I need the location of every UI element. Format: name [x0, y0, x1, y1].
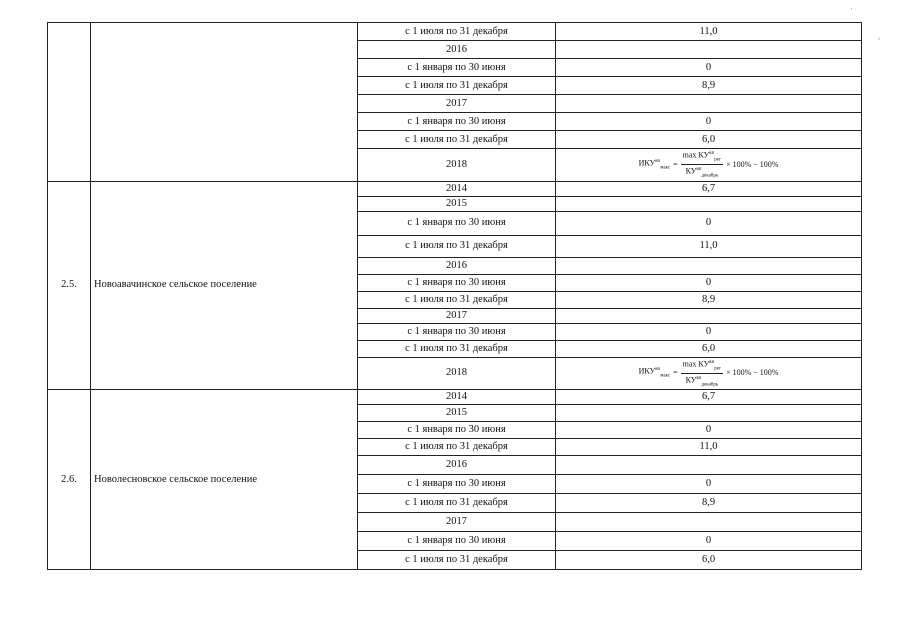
- formula-tail: × 100% − 100%: [726, 159, 779, 169]
- period-cell: 2017: [358, 308, 556, 323]
- value-cell: [556, 357, 862, 390]
- table-row: [48, 23, 862, 41]
- value-cell: [556, 456, 862, 475]
- section-number: 2.6.: [48, 390, 91, 570]
- period-cell: 2018: [358, 357, 556, 390]
- value-cell: 8,9: [556, 291, 862, 308]
- value-cell: 6,0: [556, 551, 862, 570]
- period-cell: с 1 января по 30 июня: [358, 323, 556, 340]
- period-cell: с 1 июля по 31 декабря: [358, 291, 556, 308]
- period-cell: с 1 января по 30 июня: [358, 113, 556, 131]
- value-cell: 6,7: [556, 390, 862, 405]
- formula-fraction: $\frac{\max КУ^{вп}_{рег}}{КУ^{вп}_{декабрь}}$: [682, 150, 722, 179]
- tariff-table-body: [48, 23, 862, 570]
- section-name: Новолесновское сельское поселение: [91, 390, 358, 570]
- period-cell: 2016: [358, 456, 556, 475]
- period-cell: с 1 января по 30 июня: [358, 211, 556, 235]
- value-cell: [556, 196, 862, 211]
- table-row: [48, 181, 862, 196]
- value-cell: 11,0: [556, 235, 862, 257]
- period-cell: 2017: [358, 95, 556, 113]
- formula-eq: =: [673, 368, 678, 378]
- scan-speck: ': [851, 8, 853, 14]
- scan-speck: ›: [878, 36, 880, 42]
- value-cell: [556, 95, 862, 113]
- period-cell: 2015: [358, 405, 556, 422]
- period-cell: с 1 января по 30 июня: [358, 274, 556, 291]
- value-cell: 11,0: [556, 439, 862, 456]
- period-cell: с 1 июля по 31 декабря: [358, 494, 556, 513]
- value-cell: [556, 41, 862, 59]
- value-cell: 0: [556, 323, 862, 340]
- section-number: [48, 23, 91, 182]
- value-cell: 8,9: [556, 494, 862, 513]
- value-cell: [556, 308, 862, 323]
- formula-eq: =: [673, 159, 678, 169]
- value-cell: 0: [556, 274, 862, 291]
- period-cell: с 1 июля по 31 декабря: [358, 235, 556, 257]
- value-cell: 6,7: [556, 181, 862, 196]
- value-cell: 6,0: [556, 340, 862, 357]
- value-cell: 0: [556, 532, 862, 551]
- period-cell: 2017: [358, 513, 556, 532]
- period-cell: с 1 января по 30 июня: [358, 532, 556, 551]
- value-cell: [556, 405, 862, 422]
- value-cell: [556, 257, 862, 274]
- tariff-table: [47, 22, 862, 570]
- value-cell: 0: [556, 211, 862, 235]
- formula-lhs: $ИКУ^{вп}_{макс}$: [638, 366, 671, 379]
- period-cell: 2014: [358, 390, 556, 405]
- formula-lhs: $ИКУ^{вп}_{макс}$: [638, 158, 671, 170]
- formula: [639, 149, 779, 181]
- period-cell: с 1 января по 30 июня: [358, 422, 556, 439]
- period-cell: 2014: [358, 181, 556, 196]
- period-cell: 2015: [358, 196, 556, 211]
- period-cell: с 1 июля по 31 декабря: [358, 23, 556, 41]
- section-number: 2.5.: [48, 181, 91, 390]
- period-cell: с 1 июля по 31 декабря: [358, 77, 556, 95]
- formula-tail: × 100% − 100%: [726, 368, 779, 378]
- section-name: [91, 23, 358, 182]
- period-cell: с 1 января по 30 июня: [358, 475, 556, 494]
- value-cell: 0: [556, 113, 862, 131]
- value-cell: [556, 513, 862, 532]
- period-cell: с 1 июля по 31 декабря: [358, 131, 556, 149]
- period-cell: 2016: [358, 41, 556, 59]
- period-cell: с 1 июля по 31 декабря: [358, 340, 556, 357]
- value-cell: 8,9: [556, 77, 862, 95]
- value-cell: [556, 149, 862, 182]
- value-cell: 0: [556, 475, 862, 494]
- period-cell: 2016: [358, 257, 556, 274]
- period-cell: с 1 июля по 31 декабря: [358, 551, 556, 570]
- formula: [639, 358, 779, 390]
- formula-fraction: $\frac{\max КУ^{вп}_{рег}}{КУ^{вп}_{декабрь}}$: [682, 359, 722, 387]
- value-cell: 11,0: [556, 23, 862, 41]
- value-cell: 6,0: [556, 131, 862, 149]
- value-cell: 0: [556, 59, 862, 77]
- period-cell: 2018: [358, 149, 556, 182]
- section-name: Новоавачинское сельское поселение: [91, 181, 358, 390]
- value-cell: 0: [556, 422, 862, 439]
- table-row: [48, 390, 862, 405]
- period-cell: с 1 января по 30 июня: [358, 59, 556, 77]
- period-cell: с 1 июля по 31 декабря: [358, 439, 556, 456]
